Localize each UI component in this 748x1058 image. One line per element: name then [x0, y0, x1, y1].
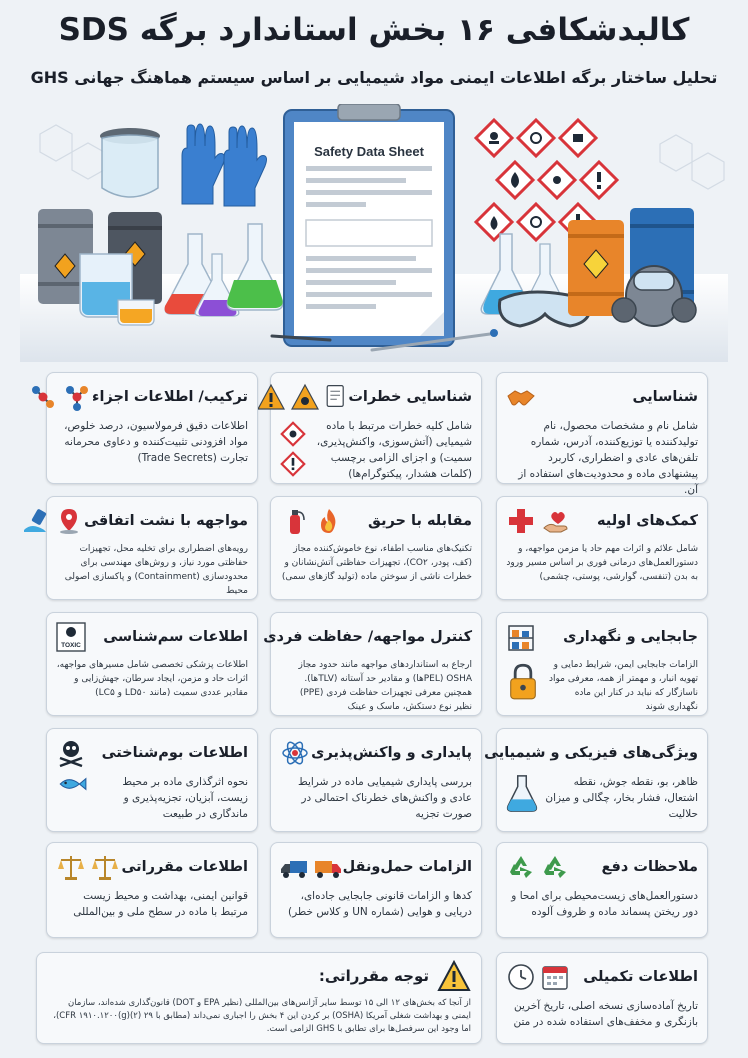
section-exposure-controls — [263, 612, 482, 716]
sheet-label: Safety Data Sheet — [314, 144, 424, 159]
section-disposal-title: ملاحظات دفع — [601, 859, 698, 875]
handshake-icon — [506, 382, 536, 412]
section-transport — [270, 842, 482, 938]
section-identification-title: شناسایی — [632, 389, 698, 405]
scales-secondary-icon — [56, 852, 86, 882]
section-hazards-title: شناسایی خطرات — [348, 389, 472, 405]
scales-icon — [90, 852, 120, 882]
section-firefighting-title: مقابله با حریق — [368, 513, 472, 529]
section-accidental-release — [46, 496, 258, 600]
regulatory-note — [36, 952, 482, 1044]
section-firefighting — [270, 496, 482, 600]
section-first-aid-body: شامل علائم و اثرات مهم حاد یا مزمن مواجهه، و دستورالعمل‌های درمانی فوری بر اساس مسیر ورود به بدن (تنفسی، گوارشی، پوستی، چشمی) — [506, 544, 698, 582]
clock-icon — [506, 962, 536, 992]
section-first-aid — [496, 496, 708, 600]
red-cross-icon — [506, 506, 536, 536]
section-stability-reactivity-body: بررسی پایداری شیمیایی ماده در شرایط عادی و واکنش‌های خطرناک احتمالی در صورت تجزیه — [297, 776, 472, 820]
skull-crossbones-icon — [56, 738, 86, 768]
truck-blue-icon — [279, 852, 309, 882]
warning-icon — [437, 960, 471, 992]
face-shield-icon — [100, 128, 160, 197]
recycle-icon — [540, 852, 570, 882]
molecule-icon — [62, 382, 92, 412]
section-handling-storage-title: جابجایی و نگهداری — [563, 629, 698, 645]
document-icon — [324, 382, 348, 410]
section-accidental-release-body: رویه‌های اضطراری برای تخلیه محل، تجهیزات حفاظتی مورد نیاز، و روش‌های مهندسی برای محدودسازی (Containment) و پاکسازی اصولی محیط — [64, 544, 248, 596]
page-title: کالبدشکافی ۱۶ بخش استاندارد برگه SDS — [58, 12, 690, 48]
section-ecology — [46, 728, 258, 832]
section-composition — [46, 372, 258, 484]
section-stability-reactivity — [270, 728, 482, 832]
section-disposal-body: دستورالعمل‌های زیست‌محیطی برای امحا و دور ریختن پسماند ماده و ظروف آلوده — [511, 890, 698, 918]
section-ecology-body: نحوه اثرگذاری ماده بر محیط زیست، آبزیان، تجزیه‌پذیری و ماندگاری در طبیعت — [122, 776, 248, 820]
padlock-icon — [506, 663, 540, 701]
calendar-icon — [540, 962, 570, 992]
hazard-triangle-icon — [256, 382, 286, 412]
section-other-information — [496, 952, 708, 1044]
section-handling-storage — [496, 612, 708, 716]
recycle-secondary-icon — [506, 852, 536, 882]
section-disposal — [496, 842, 708, 938]
section-handling-storage-body: الزامات جابجایی ایمن، شرایط دمایی و تهویه انبار، و مهمتر از همه، معرفی مواد ناسازگار که نباید در کنار این ماده نگهداری شوند — [548, 660, 698, 712]
section-transport-title: الزامات حمل‌ونقل — [342, 859, 472, 875]
regulatory-note-body: از آنجا که بخش‌های ۱۲ الی ۱۵ توسط سایر آژانس‌های بین‌المللی (نظیر EPA و DOT) قانون‌گذاری شده‌اند، سازمان ایمنی و بهداشت شغلی آمریکا (OSHA) بر کردن این ۴ بخش را اجباری نمی‌داند (مطابق با CFR ۱۹۱۰.۱۲۰۰(g)(۲) ۲۹)، اما وجود این سرفصل‌ها برای تطابق با GHS الزامی است. — [53, 998, 471, 1034]
gloves-icon — [182, 124, 267, 206]
section-transport-body: کدها و الزامات قانونی جابجایی جاده‌ای، دریایی و هوایی (شماره UN و کلاس خطر) — [288, 890, 472, 918]
toxic-label: TOXIC — [61, 642, 81, 649]
section-identification — [496, 372, 708, 496]
page-subtitle: تحلیل ساختار برگه اطلاعات ایمنی مواد شیمیایی بر اساس سیستم هماهنگ جهانی GHS — [30, 68, 718, 87]
storage-shelf-icon — [506, 622, 536, 652]
section-identification-body: شامل نام و مشخصات محصول، نام تولیدکننده یا توزیع‌کننده، آدرس، شماره تلفن‌های عادی و اضطراری، کاربرد پیشنهادی ماده و محدودیت‌های استفاده از آن. — [518, 420, 698, 496]
fish-icon — [56, 773, 88, 795]
spill-barrel-icon — [20, 506, 50, 536]
section-regulatory-body: قوانین ایمنی، بهداشت و محیط زیست مرتبط با ماده در سطح ملی و بین‌المللی — [73, 890, 248, 918]
section-stability-reactivity-title: پایداری و واکنش‌پذیری — [311, 745, 472, 761]
section-hazards — [270, 372, 482, 484]
section-hazards-body: شامل کلیه خطرات مرتبط با ماده شیمیایی (آتش‌سوزی، واکنش‌پذیری، سمیت) و اجزای الزامی برچسب (کلمات هشدار، پیکتوگرام‌ها) — [316, 420, 472, 480]
section-exposure-controls-title: کنترل مواجهه/ حفاظت فردی — [263, 629, 472, 645]
hand-heart-icon — [540, 506, 570, 536]
atom-icon — [280, 738, 310, 768]
section-exposure-controls-body: ارجاع به استانداردهای مواجهه مانند حدود مجاز OSHA (PEL‌ها) و مقادیر حد آستانه (TLV‌ها). همچنین معرفی تجهیزات حفاظت فردی (PPE) نظیر نوع دستکش، ماسک و عینک — [298, 660, 472, 712]
section-regulatory-title: اطلاعات مقرراتی — [121, 859, 248, 875]
warning-triangle-icon — [290, 382, 320, 412]
molecule-secondary-icon — [28, 382, 58, 412]
section-toxicology-title: اطلاعات سم‌شناسی — [103, 629, 248, 645]
ghs-diamond-icon — [280, 421, 306, 447]
section-composition-title: ترکیب/ اطلاعات اجزاء — [92, 389, 248, 405]
truck-icon — [313, 852, 343, 882]
fire-extinguisher-icon — [280, 506, 310, 536]
safety-data-sheet-clipboard — [284, 104, 454, 346]
location-pin-icon — [54, 506, 84, 536]
flask-icon — [506, 773, 538, 813]
section-composition-body: اطلاعات دقیق فرمولاسیون، درصد خلوص، مواد افزودنی تثبیت‌کننده و دعاوی محرمانه تجارت (Trade Secrets) — [64, 420, 248, 464]
regulatory-note-title: توجه مقرراتی: — [318, 967, 429, 985]
section-other-information-body: تاریخ آماده‌سازی نسخه اصلی، تاریخ آخرین بازنگری و مخفف‌های استفاده شده در متن — [513, 1000, 698, 1028]
section-physical-chemical — [484, 728, 708, 832]
section-toxicology — [46, 612, 258, 716]
section-toxicology-body: اطلاعات پزشکی تخصصی شامل مسیرهای مواجهه، اثرات حاد و مزمن، ایجاد سرطان، جهش‌زایی و مقادیر عددی سمیت (مانند LD۵۰ و LC۵) — [56, 660, 248, 698]
toxic-sign-icon — [56, 622, 86, 652]
section-ecology-title: اطلاعات بوم‌شناختی — [101, 745, 248, 761]
section-first-aid-title: کمک‌های اولیه — [597, 513, 698, 529]
flame-icon — [314, 506, 344, 536]
section-physical-chemical-body: ظاهر، بو، نقطه جوش، نقطه اشتعال، فشار بخار، چگالی و میزان حلالیت — [545, 776, 698, 820]
ghs-exclamation-icon — [280, 451, 306, 477]
section-physical-chemical-title: ویژگی‌های فیزیکی و شیمیایی — [484, 745, 698, 761]
section-accidental-release-title: مواجهه با نشت اتفاقی — [84, 513, 248, 529]
section-regulatory — [46, 842, 258, 938]
section-other-information-title: اطلاعات تکمیلی — [583, 969, 698, 985]
hero-illustration — [20, 104, 728, 362]
section-firefighting-body: تکنیک‌های مناسب اطفاء، نوع خاموش‌کننده مجاز (کف، پودر، CO۲)، تجهیزات حفاظتی آتش‌نشانان و خطرات ناشی از سوختن ماده (تولید گازهای سمی) — [281, 544, 472, 582]
